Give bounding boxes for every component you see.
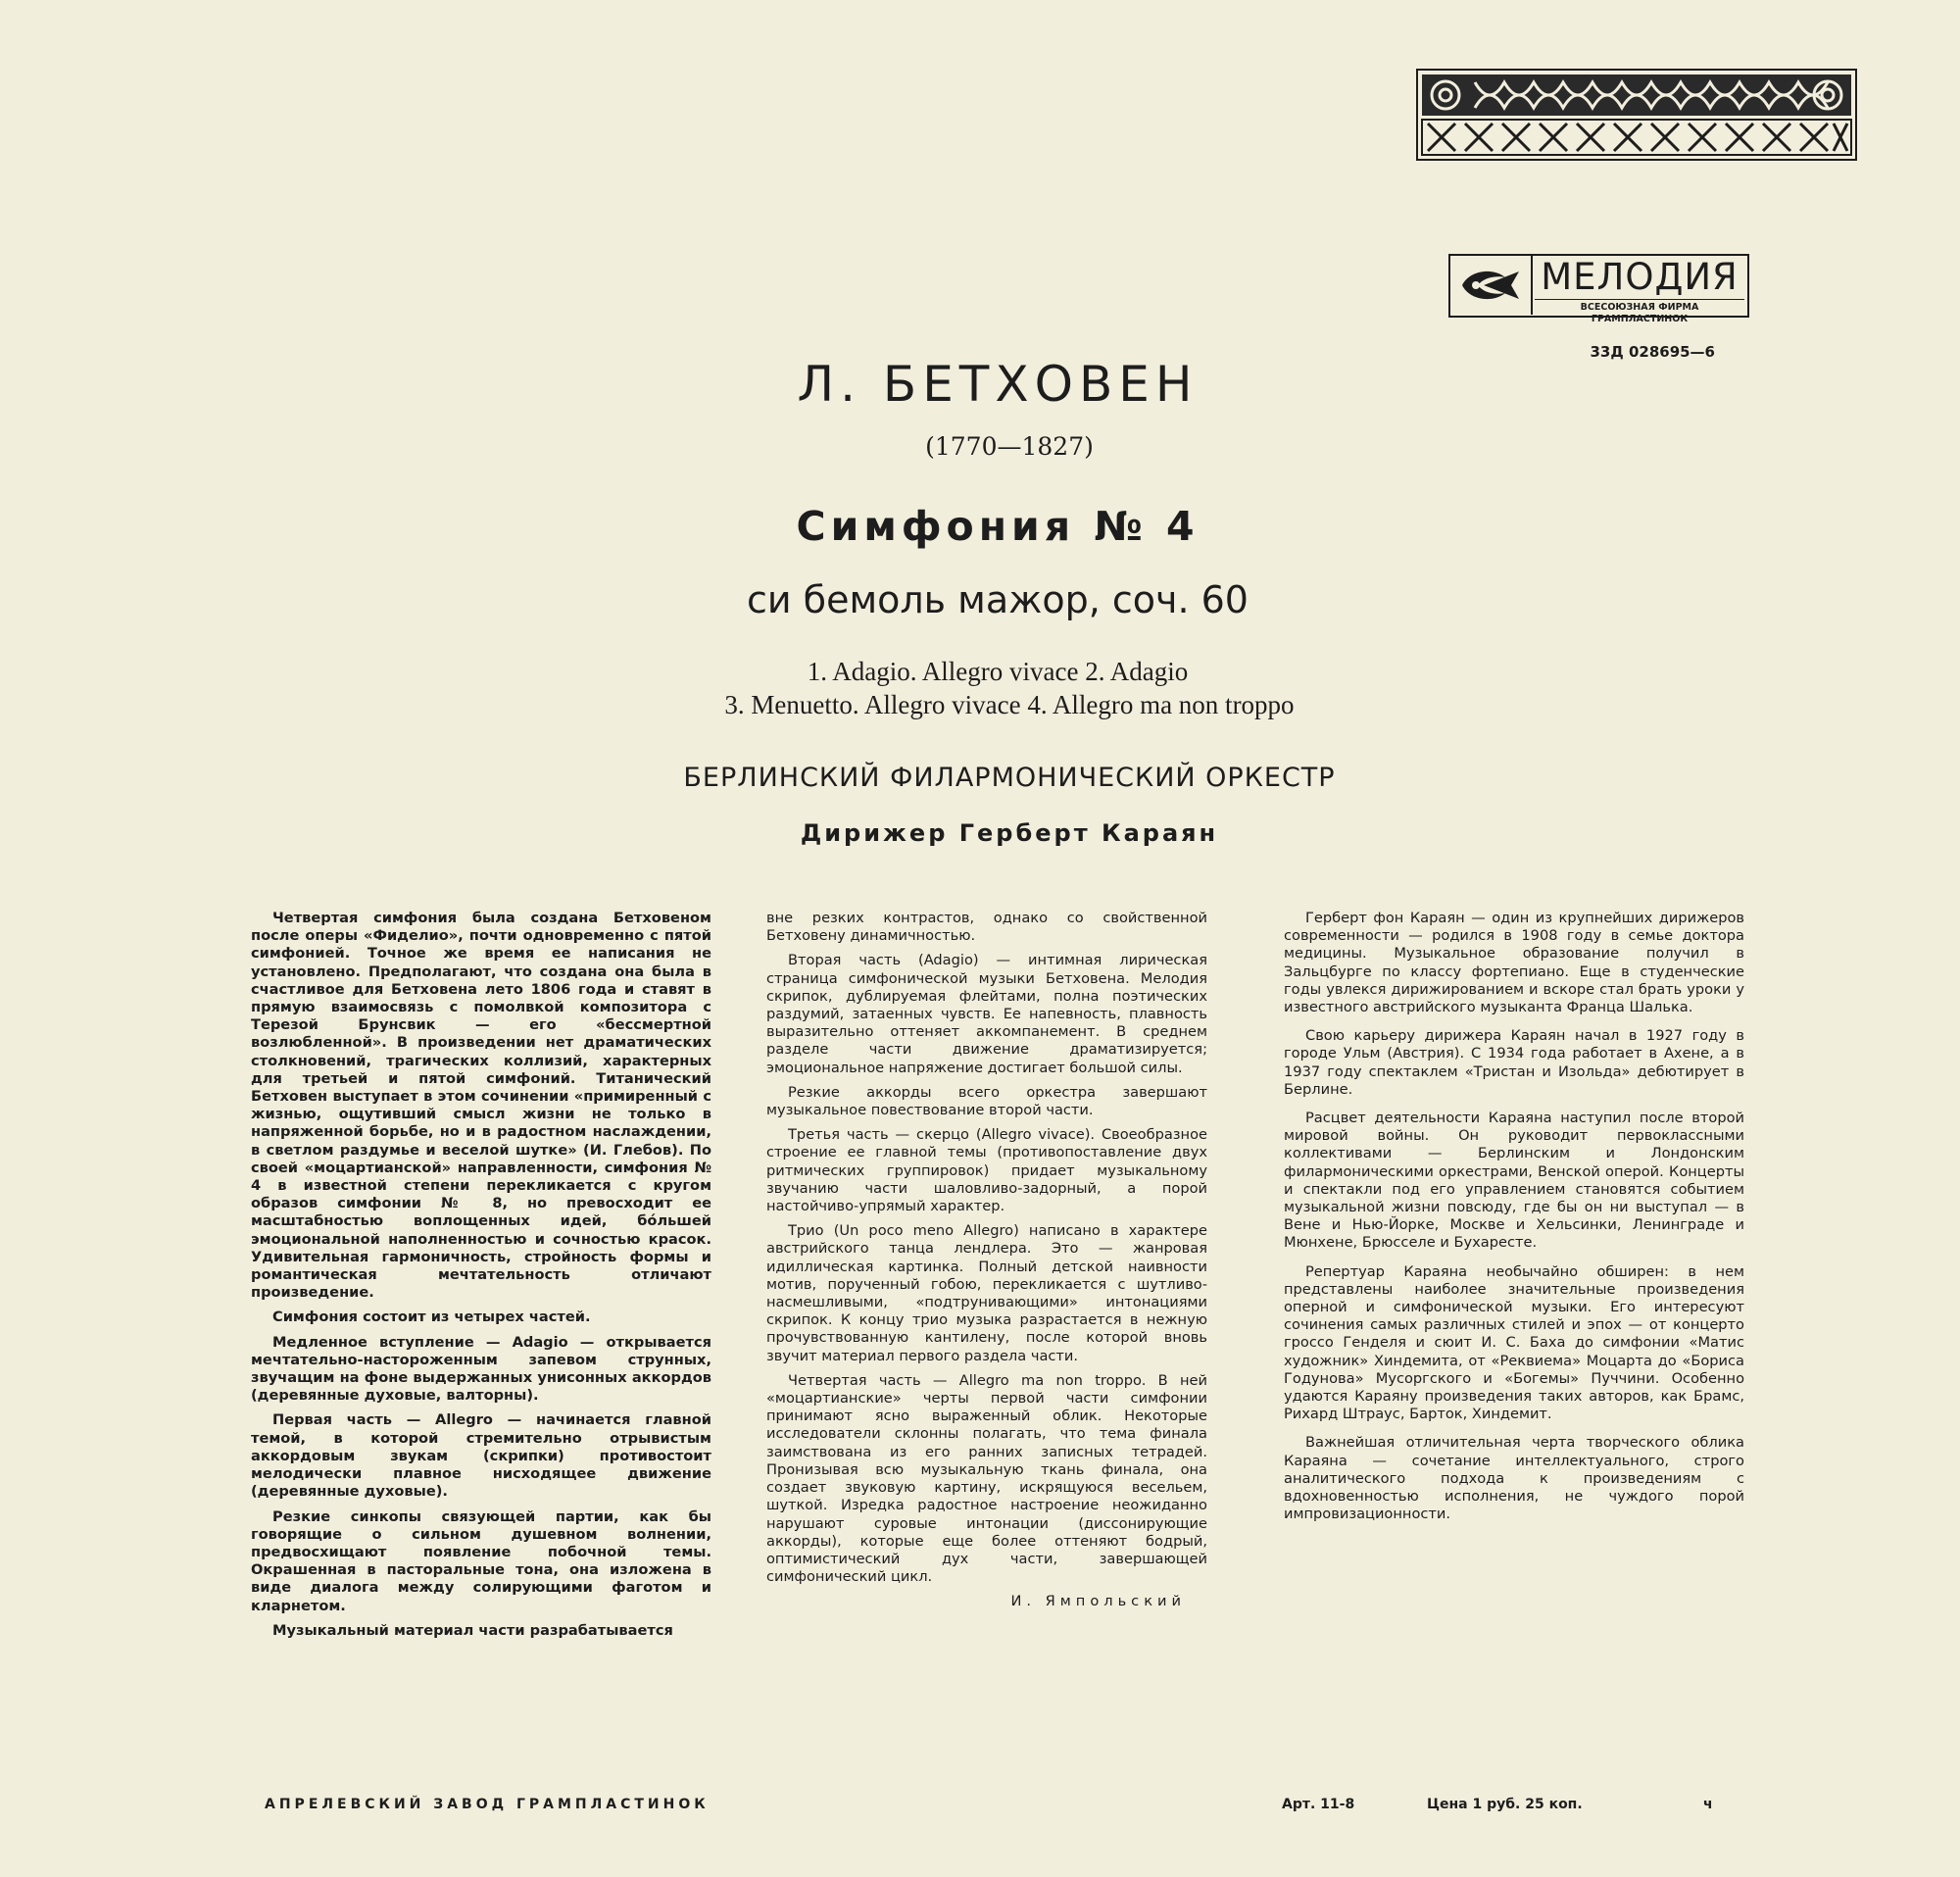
melodiya-logo	[1448, 254, 1749, 324]
orchestra-name: БЕРЛИНСКИЙ ФИЛАРМОНИЧЕСКИЙ ОРКЕСТР	[683, 763, 1336, 793]
movements-line-1: 1. Adagio. Allegro vivace 2. Adagio	[807, 657, 1189, 686]
composer-name: Л. БЕТХОВЕН	[797, 356, 1199, 413]
paragraph: Репертуар Караяна необычайно обширен: в нем представлены наиболее значительные произведения оперной и симфонической музыки. Его интересуют сочинения самых различных стилей и эпох — от концерто гроссо Генделя и сюит И. С. Баха до симфонии «Матис художник» Хиндемита, от «Реквиема» Моцарта до «Бориса Годунова» Мусоргского и «Богемы» Пуччини. Особенно удаются Караяну произведения таких авторов, как Брамс, Рихард Штраус, Барток, Хиндемит.	[1284, 1262, 1744, 1423]
composer-years: (1770—1827)	[925, 432, 1094, 461]
paragraph: Музыкальный материал части разрабатывается	[272, 1621, 673, 1639]
paragraph: Симфония состоит из четырех частей.	[272, 1309, 591, 1326]
conductor-name: Дирижер Герберт Караян	[800, 819, 1219, 847]
movements-line-2: 3. Menuetto. Allegro vivace 4. Allegro ma non troppo	[724, 690, 1295, 719]
price: Цена 1 руб. 25 коп.	[1427, 1797, 1583, 1812]
melodiya-emblem-icon	[1450, 256, 1533, 315]
text-column-2	[766, 910, 1207, 1611]
paragraph: Герберт фон Караян — один из крупнейших дирижеров современности — родился в 1908 году в семье доктора медицины. Музыкальное образование получил в Зальцбурге по классу фортепиано. Еще в студенческие годы увлекся дирижированием и вскоре стал брать уроки у известного австрийского музыканта Франца Шалька.	[1284, 910, 1744, 1016]
paragraph: Третья часть — скерцо (Allegro vivace). Своеобразное строение ее главной темы (противопоставление двух ритмических группировок) придает музыкальному звучанию части шаловливо-задорный, а порой настойчиво-упрямый характер.	[766, 1126, 1207, 1215]
paragraph: Первая часть — Allegro — начинается главной темой, в которой стремительно отрывистым аккордовым звукам (скрипки) противостоит мелодически плавное нисходящее движение (деревянные духовые).	[251, 1411, 711, 1501]
paragraph: вне резких контрастов, однако со свойственной Бетховену динамичностью.	[766, 910, 1207, 945]
paragraph: Четвертая часть — Allegro ma non troppo. В ней «моцартианские» черты первой части симфонии принимают ясно выраженный облик. Некоторые исследователи склонны полагать, что тема финала заимствована из его ранних записных тетрадей. Пронизывая всю музыкальную ткань финала, она создает звуковую картину, искрящуюся весельем, шуткой. Изредка радостное настроение неожиданно нарушают суровые интонации (диссонирующие аккорды), которые еще более оттеняют бодрый, оптимистический дух части, завершающей симфонический цикл.	[766, 1371, 1207, 1586]
catalog-number: 33Д 028695—6	[1590, 343, 1715, 361]
article-number: Арт. 11-8	[1282, 1797, 1355, 1812]
ornament-icon	[1416, 69, 1857, 161]
paragraph: Свою карьеру дирижера Караян начал в 1927 году в городе Ульм (Австрия). С 1934 года работает в Ахене, а в 1937 году спектаклем «Тристан и Изольда» дебютирует в Берлине.	[1284, 1027, 1744, 1098]
symphony-key: си бемоль мажор, соч. 60	[747, 578, 1249, 621]
paragraph: Важнейшая отличительная черта творческого облика Караяна — сочетание интеллектуального, строго аналитического подхода к произведениям с вдохновенностью исполнения, не чуждого порой импровизационности.	[1284, 1434, 1744, 1523]
paragraph: Расцвет деятельности Караяна наступил после второй мировой войны. Он руководит первоклассными коллективами — Берлинским и Лондонским филармоническими оркестрами, Венской оперой. Концерты и спектакли под его управлением становятся событием музыкальной жизни повсюду, где бы он ни выступал — в Вене и Нью-Йорке, Москве и Хельсинки, Ленинграде и Мюнхене, Брюсселе и Бухаресте.	[1284, 1110, 1744, 1252]
paragraph: Резкие синкопы связующей партии, как бы говорящие о сильном душевном волнении, предвосхищают появление побочной темы. Окрашенная в пасторальные тона, она изложена в виде диалога между солирующими фаготом и кларнетом.	[251, 1507, 711, 1614]
paragraph: Вторая часть (Adagio) — интимная лирическая страница симфонической музыки Бетховена. Мелодия скрипок, дублируемая флейтами, полна поэтических раздумий, затаенных чувств. Ее напевность, плавность выразительно оттеняет аккомпанемент. В среднем разделе части движение драматизируется; эмоциональное напряжение достигает большой силы.	[766, 952, 1207, 1076]
paragraph: Резкие аккорды всего оркестра завершают музыкальное повествование второй части.	[766, 1083, 1207, 1119]
print-mark: ч	[1703, 1797, 1713, 1812]
factory-name: АПРЕЛЕВСКИЙ ЗАВОД ГРАМПЛАСТИНОК	[265, 1797, 710, 1812]
paragraph: Медленное вступление — Adagio — открывается мечтательно-настороженным запевом струнных, звучащим на фоне выдержанных унисонных аккордов (деревянные духовые, валторны).	[251, 1333, 711, 1405]
paragraph: Трио (Un poco meno Allegro) написано в характере австрийского танца лендлера. Это — жанровая идиллическая картинка. Полный детской наивности мотив, порученный гобою, перекликается с шутливо-насмешливыми, «подтрунивающими» интонациями скрипок. К концу трио музыка разрастается в нежную прочувствованную кантилену, после которой вновь звучит материал первого раздела части.	[766, 1222, 1207, 1364]
text-column-3	[1284, 910, 1744, 1535]
label-name: МЕЛОДИЯ	[1541, 256, 1739, 298]
author-signature: И. Ямпольский	[1010, 1593, 1186, 1610]
paragraph: Четвертая симфония была создана Бетховеном после оперы «Фиделио», почти одновременно с пятой симфонией. Точное же время ее написания не установлено. Предполагают, что создана она была в счастливое для Бетховена лето 1806 года и ставят в прямую взаимосвязь с помолвкой композитора с Терезой Брунсвик — его «бессмертной возлюбленной». В произведении нет драматических столкновений, трагических коллизий, характерных для третьей и пятой симфоний. Титанический Бетховен выступает в этом сочинении «примиренный с жизнью, ощутивший смысл жизни не только в напряженной борьбе, но и в радостном наслаждении, в светлом раздумье и веселой шутке» (И. Глебов). По своей «моцартианской» направленности, симфония № 4 в известной степени перекликается с кругом образов симфонии № 8, но превосходит ее масштабностью воплощенных идей, бóльшей эмоциональной наполненностью и сочностью красок. Удивительная гармоничность, стройность формы и романтическая мечтательность отличают произведение.	[251, 910, 711, 1302]
label-subtitle: ВСЕСОЮЗНАЯ ФИРМА ГРАМПЛАСТИНОК	[1535, 299, 1744, 325]
text-column-1	[251, 910, 711, 1647]
symphony-title: Симфония № 4	[796, 503, 1200, 550]
